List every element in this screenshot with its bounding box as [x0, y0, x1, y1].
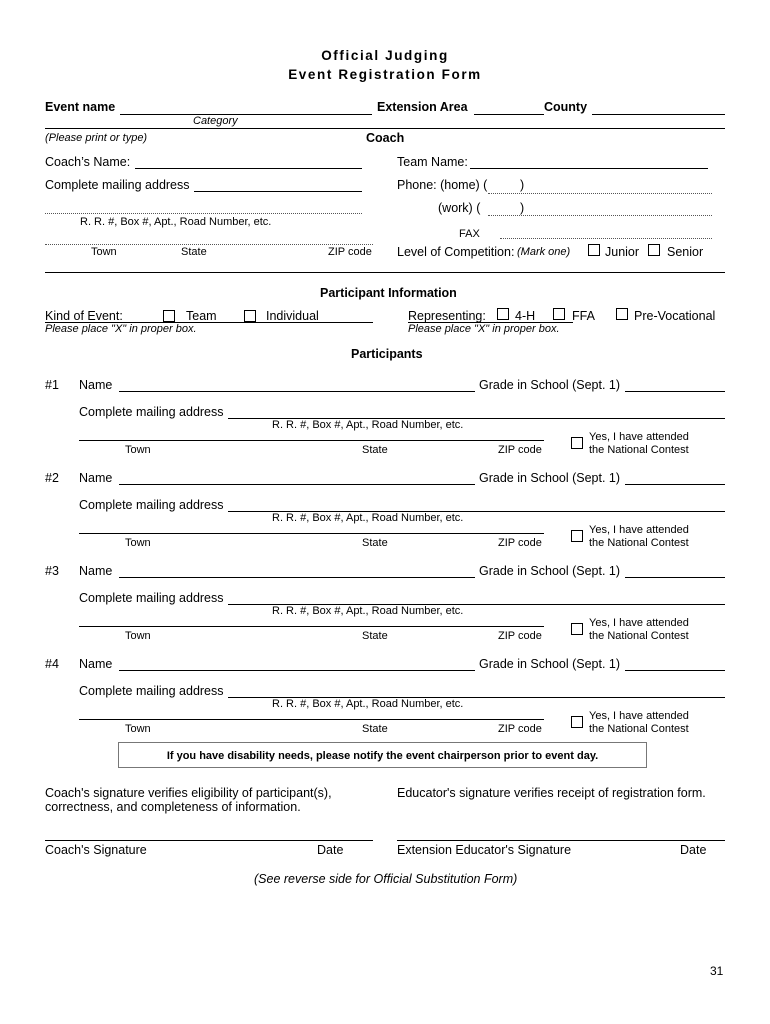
attended-line2: the National Contest: [589, 537, 689, 549]
educator-verify: Educator's signature verifies receipt of registration form.: [397, 786, 706, 800]
event-name-label: Event name: [45, 100, 116, 114]
extension-area-field[interactable]: [474, 114, 544, 115]
phone-work-close: ): [520, 201, 525, 215]
participant-rr-hint: R. R. #, Box #, Apt., Road Number, etc.: [272, 605, 464, 617]
coach-name-label: Coach’s Name:: [45, 155, 131, 169]
participant-name-label: Name: [79, 657, 113, 671]
participant-state-label: State: [362, 444, 388, 456]
participant-name-field[interactable]: [119, 577, 475, 578]
phone-home-field[interactable]: [488, 193, 712, 194]
participant-name-label: Name: [79, 564, 113, 578]
team-name-field[interactable]: [470, 168, 708, 169]
county-field[interactable]: [592, 114, 725, 115]
representing-underline: [408, 322, 573, 323]
attended-line1: Yes, I have attended: [589, 431, 689, 443]
extension-area-label: Extension Area: [377, 100, 468, 114]
participant-mailing-label: Complete mailing address: [79, 684, 224, 698]
section-divider: [45, 272, 725, 273]
prevocational-label: Pre-Vocational: [634, 309, 716, 323]
participant-state-label: State: [362, 537, 388, 549]
participant-zip-label: ZIP code: [498, 723, 542, 735]
participant-grade-label: Grade in School (Sept. 1): [479, 378, 621, 392]
participant-town-label: Town: [125, 723, 151, 735]
junior-label: Junior: [605, 245, 640, 259]
4h-checkbox[interactable]: [497, 308, 509, 320]
educator-signature-label: Extension Educator's Signature: [397, 843, 572, 857]
attended-line1: Yes, I have attended: [589, 524, 689, 536]
print-note: (Please print or type): [45, 132, 148, 144]
form-title-line1: Official Judging: [321, 48, 449, 63]
participant-grade-field[interactable]: [625, 577, 725, 578]
participant-zip-label: ZIP code: [498, 630, 542, 642]
kind-of-event-label: Kind of Event:: [45, 309, 123, 323]
phone-work-label: (work) (: [438, 201, 481, 215]
coach-town-label: Town: [91, 246, 117, 258]
coach-rr-hint: R. R. #, Box #, Apt., Road Number, etc.: [80, 216, 272, 228]
coach-mailing-label: Complete mailing address: [45, 178, 190, 192]
team-name-label: Team Name:: [397, 155, 468, 169]
individual-label: Individual: [266, 309, 319, 323]
attended-checkbox[interactable]: [571, 437, 583, 449]
participants-heading: Participants: [351, 347, 423, 361]
participant-zip-label: ZIP code: [498, 537, 542, 549]
individual-checkbox[interactable]: [244, 310, 256, 322]
form-title-line2: Event Registration Form: [288, 67, 482, 82]
participant-mailing-label: Complete mailing address: [79, 591, 224, 605]
coach-address-line[interactable]: [45, 213, 362, 214]
educator-date-label: Date: [680, 843, 707, 857]
4h-label: 4-H: [515, 309, 536, 323]
participant-name-field[interactable]: [119, 391, 475, 392]
ffa-checkbox[interactable]: [553, 308, 565, 320]
participant-grade-field[interactable]: [625, 391, 725, 392]
junior-checkbox[interactable]: [588, 244, 600, 256]
ffa-label: FFA: [572, 309, 595, 323]
reverse-side-note: (See reverse side for Official Substitution Form): [254, 872, 518, 886]
participant-grade-label: Grade in School (Sept. 1): [479, 564, 621, 578]
coach-mailing-field[interactable]: [194, 191, 362, 192]
level-note: (Mark one): [517, 246, 571, 258]
category-label: Category: [193, 115, 238, 127]
participant-info-heading: Participant Information: [320, 286, 457, 300]
participant-town-line[interactable]: [79, 626, 544, 627]
participant-rr-hint: R. R. #, Box #, Apt., Road Number, etc.: [272, 419, 464, 431]
participant-name-field[interactable]: [119, 670, 475, 671]
attended-line2: the National Contest: [589, 723, 689, 735]
level-label: Level of Competition:: [397, 245, 515, 259]
participant-mailing-label: Complete mailing address: [79, 498, 224, 512]
participant-town-label: Town: [125, 537, 151, 549]
prevocational-checkbox[interactable]: [616, 308, 628, 320]
kind-underline: [45, 322, 373, 323]
county-label: County: [544, 100, 588, 114]
team-checkbox[interactable]: [163, 310, 175, 322]
kind-note: Please place "X" in proper box.: [45, 323, 197, 335]
participant-number: #1: [45, 378, 59, 392]
participant-town-line[interactable]: [79, 719, 544, 720]
phone-work-field[interactable]: [488, 215, 712, 216]
participant-rr-hint: R. R. #, Box #, Apt., Road Number, etc.: [272, 698, 464, 710]
coach-heading: Coach: [366, 131, 405, 145]
participant-town-label: Town: [125, 630, 151, 642]
coach-name-field[interactable]: [135, 168, 362, 169]
participant-town-line[interactable]: [79, 533, 544, 534]
educator-signature-line[interactable]: [397, 840, 725, 841]
fax-label: FAX: [459, 228, 480, 240]
attended-checkbox[interactable]: [571, 623, 583, 635]
participant-town-line[interactable]: [79, 440, 544, 441]
participant-state-label: State: [362, 630, 388, 642]
participant-grade-field[interactable]: [625, 484, 725, 485]
representing-note: Please place "X" in proper box.: [408, 323, 560, 335]
participant-town-label: Town: [125, 444, 151, 456]
coach-date-label: Date: [317, 843, 344, 857]
disability-notice: If you have disability needs, please notify the event chairperson prior to event day.: [118, 742, 647, 768]
participant-number: #3: [45, 564, 59, 578]
coach-signature-line[interactable]: [45, 840, 373, 841]
participant-number: #2: [45, 471, 59, 485]
fax-field[interactable]: [500, 238, 712, 239]
participant-grade-label: Grade in School (Sept. 1): [479, 657, 621, 671]
participant-grade-label: Grade in School (Sept. 1): [479, 471, 621, 485]
attended-line2: the National Contest: [589, 630, 689, 642]
coach-verify-line1: Coach's signature verifies eligibility of participant(s),: [45, 786, 332, 800]
attended-line2: the National Contest: [589, 444, 689, 456]
phone-home-close: ): [520, 178, 525, 192]
section-divider: [45, 128, 725, 129]
participant-zip-label: ZIP code: [498, 444, 542, 456]
phone-home-label: Phone: (home) (: [397, 178, 488, 192]
attended-checkbox[interactable]: [571, 716, 583, 728]
participant-name-label: Name: [79, 471, 113, 485]
coach-town-line[interactable]: [45, 244, 373, 245]
attended-line1: Yes, I have attended: [589, 617, 689, 629]
coach-zip-label: ZIP code: [328, 246, 372, 258]
participant-rr-hint: R. R. #, Box #, Apt., Road Number, etc.: [272, 512, 464, 524]
attended-line1: Yes, I have attended: [589, 710, 689, 722]
participant-state-label: State: [362, 723, 388, 735]
senior-checkbox[interactable]: [648, 244, 660, 256]
participant-number: #4: [45, 657, 59, 671]
senior-label: Senior: [667, 245, 704, 259]
participant-grade-field[interactable]: [625, 670, 725, 671]
team-label: Team: [186, 309, 217, 323]
page-number: 31: [710, 964, 724, 978]
participant-mailing-label: Complete mailing address: [79, 405, 224, 419]
coach-signature-label: Coach's Signature: [45, 843, 147, 857]
coach-state-label: State: [181, 246, 207, 258]
coach-verify-line2: correctness, and completeness of information.: [45, 800, 301, 814]
representing-label: Representing:: [408, 309, 486, 323]
attended-checkbox[interactable]: [571, 530, 583, 542]
participant-name-label: Name: [79, 378, 113, 392]
event-name-field[interactable]: [120, 114, 372, 115]
participant-name-field[interactable]: [119, 484, 475, 485]
